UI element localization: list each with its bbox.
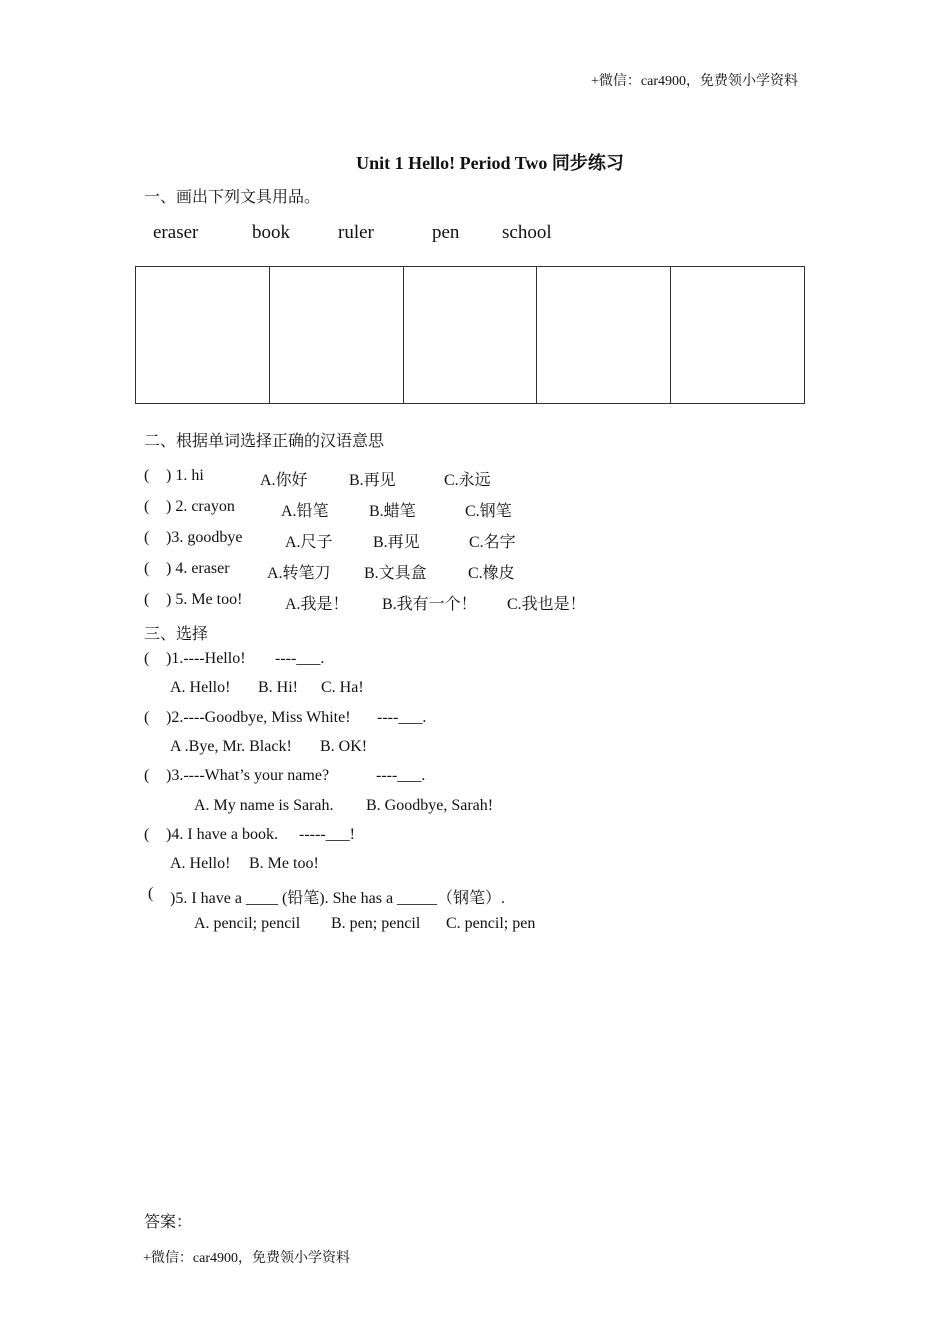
- answer-bracket[interactable]: (: [144, 498, 150, 515]
- answer-bracket[interactable]: (: [144, 560, 150, 577]
- section2-heading: 二、根据单词选择正确的汉语意思: [144, 433, 385, 450]
- option-b: B. Me too!: [249, 855, 319, 872]
- answer-bracket[interactable]: (: [144, 529, 150, 546]
- header-note: +微信：car4900，免费领小学资料: [591, 74, 798, 89]
- answer-bracket[interactable]: (: [144, 591, 150, 608]
- reply-blank: ----___.: [377, 709, 427, 726]
- word-pen: pen: [432, 222, 460, 243]
- option-a: A .Bye, Mr. Black!: [170, 738, 292, 755]
- question-stem: ) 2. crayon: [166, 498, 235, 515]
- option-a: A. Hello!: [170, 679, 231, 696]
- option-a: A. My name is Sarah.: [194, 797, 334, 814]
- option-b: B.文具盒: [364, 565, 427, 582]
- question-stem: )5. I have a ____ (铅笔). She has a _____（钢笔）.: [170, 890, 506, 907]
- option-b: B.再见: [373, 534, 420, 551]
- option-b: B. Goodbye, Sarah!: [366, 797, 494, 814]
- word-ruler: ruler: [338, 222, 374, 243]
- option-c: C.钢笔: [465, 503, 512, 520]
- answer-bracket[interactable]: (: [144, 467, 150, 484]
- section1-heading: 一、画出下列文具用品。: [144, 189, 321, 206]
- question-stem: )4. I have a book.: [166, 826, 278, 843]
- answer-bracket[interactable]: (: [144, 767, 150, 784]
- option-b: B. pen; pencil: [331, 915, 421, 932]
- option-b: B. Hi!: [258, 679, 298, 696]
- question-stem: )2.----Goodbye, Miss White!: [166, 709, 351, 726]
- option-c: C. Ha!: [321, 679, 364, 696]
- word-book: book: [252, 222, 290, 243]
- option-c: C.橡皮: [468, 565, 515, 582]
- reply-blank: ----___.: [275, 650, 325, 667]
- option-c: C.永远: [444, 472, 491, 489]
- option-a: A. pencil; pencil: [194, 915, 301, 932]
- footer-note: +微信：car4900，免费领小学资料: [143, 1251, 350, 1266]
- word-eraser: eraser: [153, 222, 199, 243]
- answer-bracket[interactable]: (: [144, 650, 150, 667]
- answer-bracket[interactable]: (: [144, 826, 150, 843]
- option-a: A.尺子: [285, 534, 333, 551]
- option-a: A.你好: [260, 472, 308, 489]
- option-b: B.再见: [349, 472, 396, 489]
- word-school: school: [502, 222, 552, 243]
- option-b: B.蜡笔: [369, 503, 416, 520]
- option-a: A.转笔刀: [267, 565, 331, 582]
- drawing-grid: [135, 266, 805, 404]
- option-b: B. OK!: [320, 738, 368, 755]
- reply-blank: -----___!: [299, 826, 355, 843]
- option-a: A.我是！: [285, 596, 349, 613]
- question-stem: ) 4. eraser: [166, 560, 230, 577]
- option-c: C. pencil; pen: [446, 915, 536, 932]
- section3-heading: 三、选择: [144, 626, 209, 643]
- drawing-box-ruler[interactable]: [404, 267, 538, 403]
- question-stem: ) 1. hi: [166, 467, 204, 484]
- answer-label: 答案：: [144, 1214, 193, 1231]
- option-c: C.我也是！: [507, 596, 586, 613]
- page-title: Unit 1 Hello! Period Two 同步练习: [356, 153, 624, 173]
- question-stem: )1.----Hello!: [166, 650, 246, 667]
- drawing-box-book[interactable]: [270, 267, 404, 403]
- drawing-box-eraser[interactable]: [136, 267, 270, 403]
- question-stem: ) 5. Me too!: [166, 591, 243, 608]
- answer-bracket[interactable]: (: [144, 709, 150, 726]
- question-stem: )3.----What’s your name?: [166, 767, 330, 784]
- option-a: A.铅笔: [281, 503, 329, 520]
- drawing-box-pen[interactable]: [537, 267, 671, 403]
- drawing-box-school[interactable]: [671, 267, 804, 403]
- reply-blank: ----___.: [376, 767, 426, 784]
- question-stem: )3. goodbye: [166, 529, 243, 546]
- answer-bracket[interactable]: (: [148, 885, 154, 902]
- option-c: C.名字: [469, 534, 516, 551]
- option-a: A. Hello!: [170, 855, 231, 872]
- option-b: B.我有一个！: [382, 596, 477, 613]
